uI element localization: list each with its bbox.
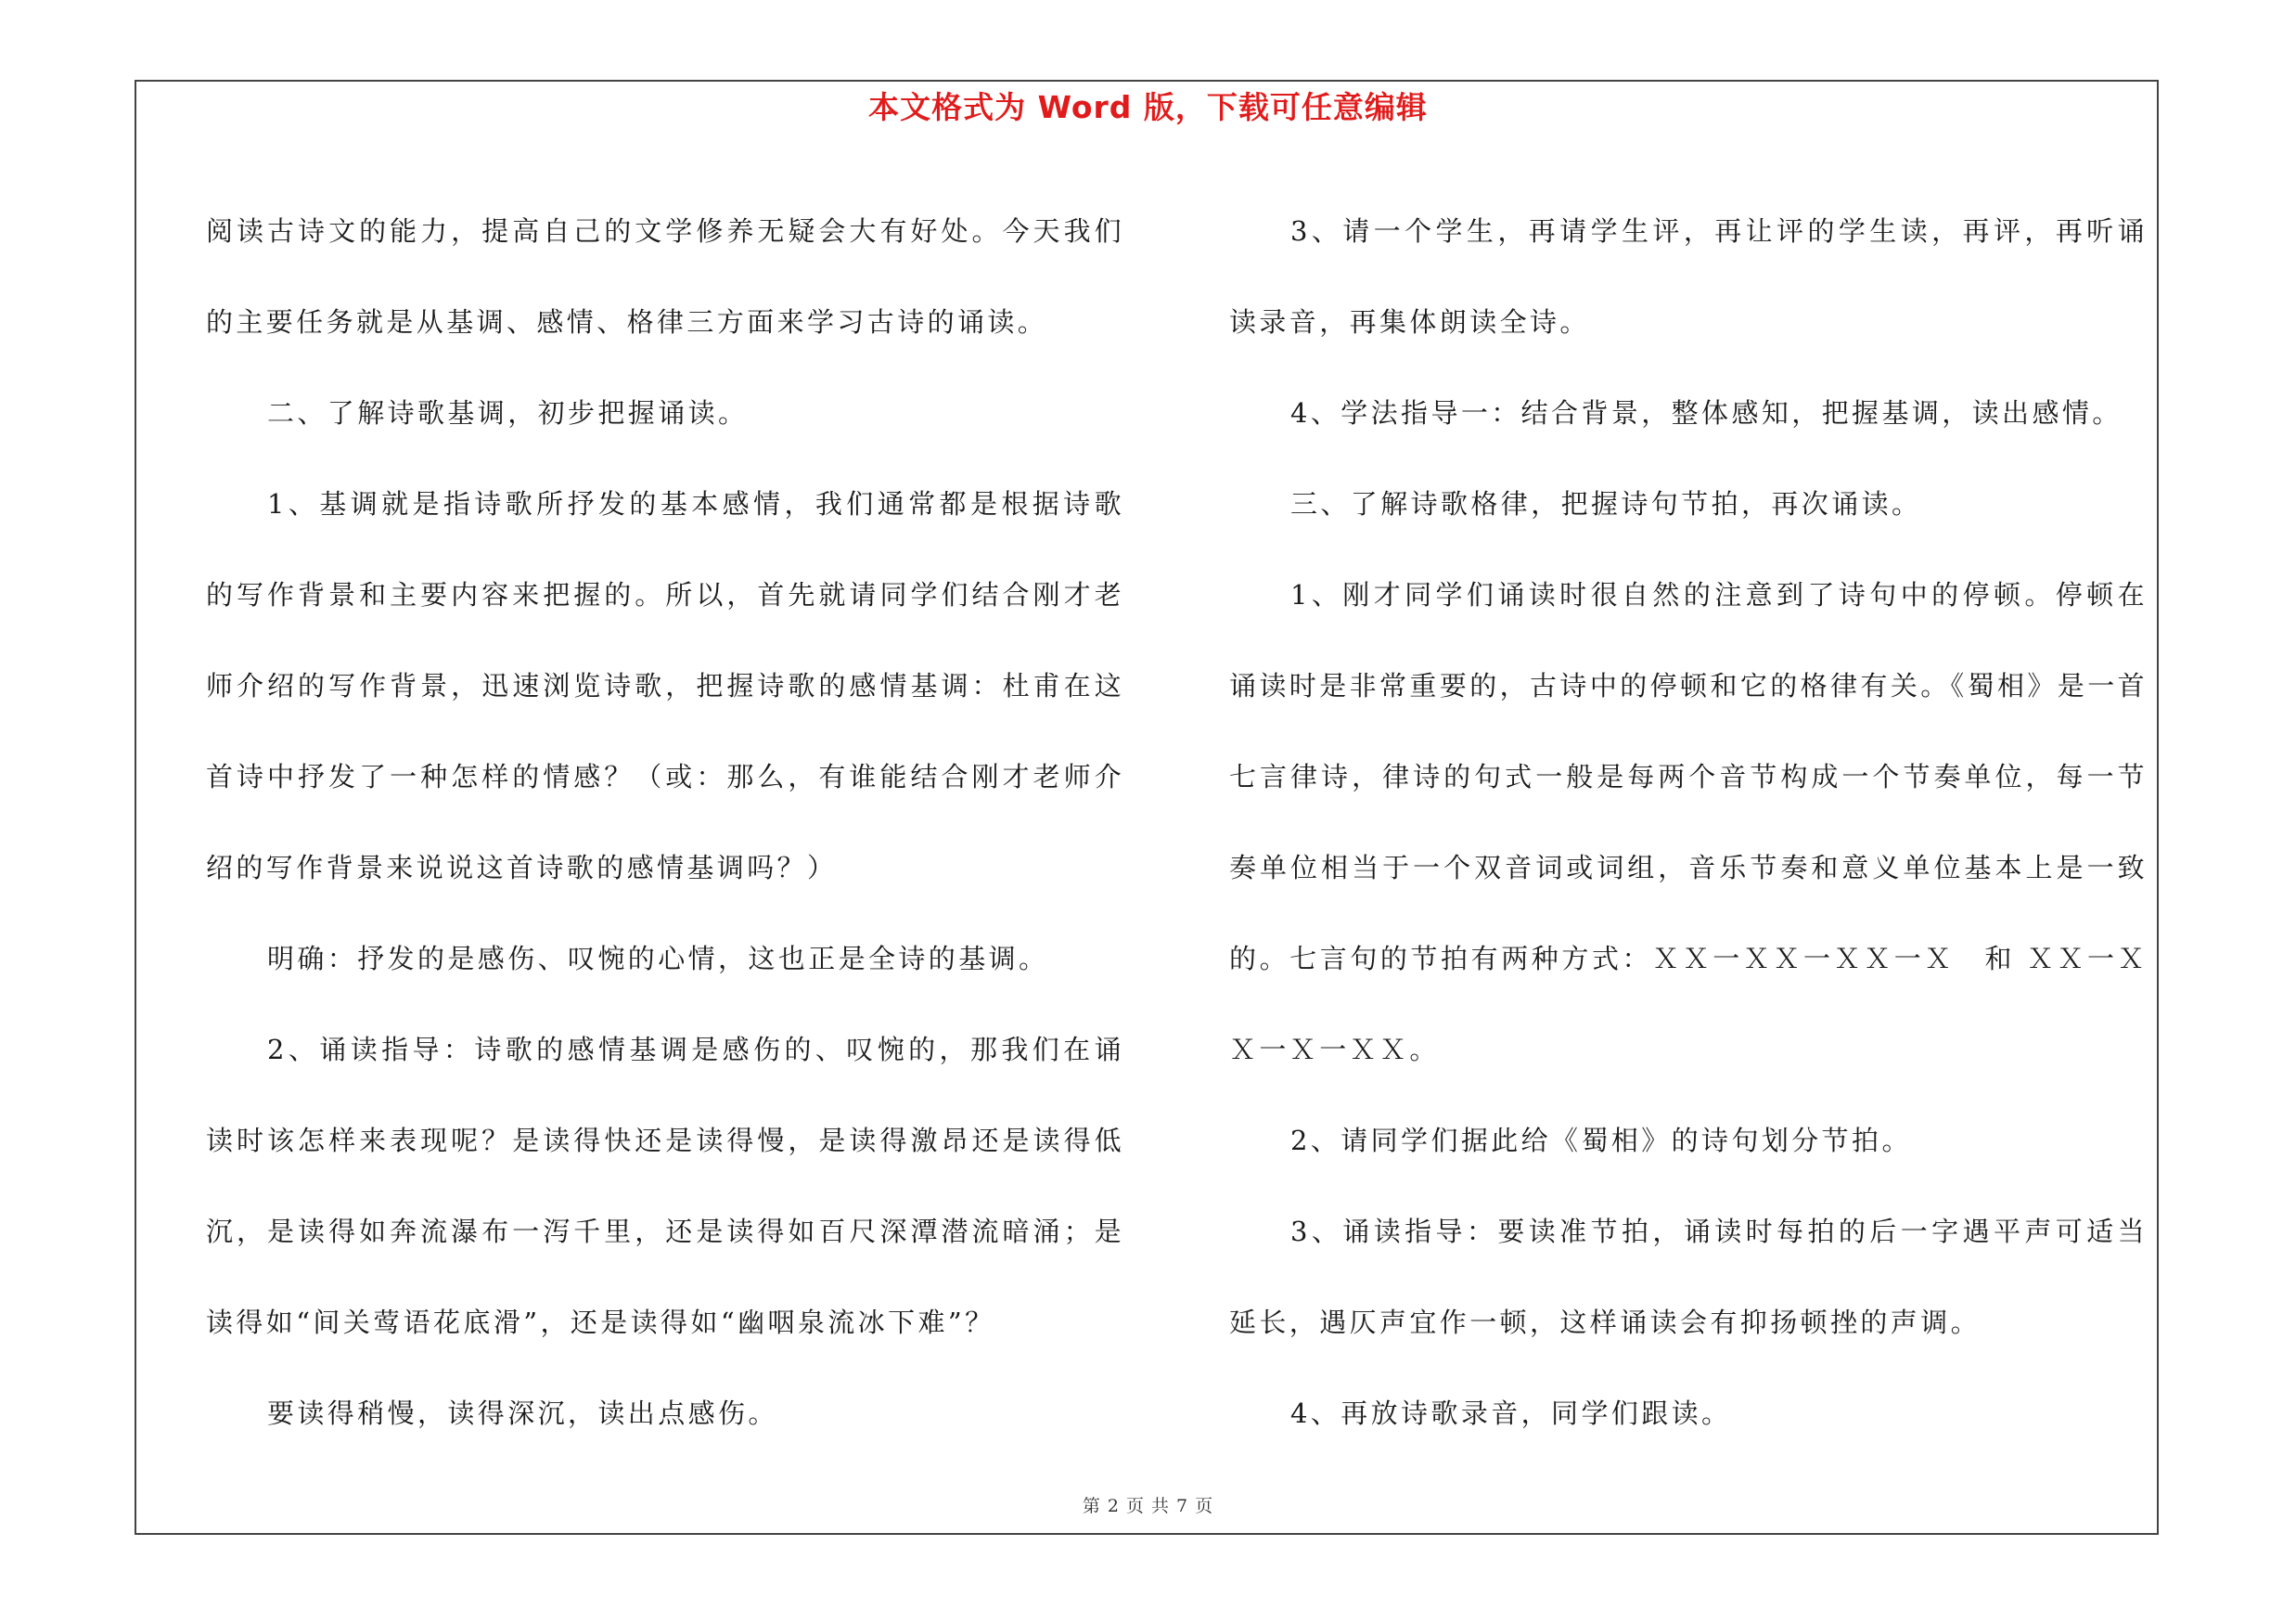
paragraph: 1、刚才同学们诵读时很自然的注意到了诗句中的停顿。停顿在诵读时是非常重要的，古诗中的停顿和它的格律有关。《蜀相》是一首七言律诗，律诗的句式一般是每两个音节构成一个节奏单位，每一节奏单位相当于一个双音词或词组，音乐节奏和意义单位基本上是一致的。七言句的节拍有两种方式：ＸＸ一ＸＸ一ＸＸ一Ｘ 和 ＸＸ一ＸＸ一Ｘ一ＸＸ。 bbox=[1229, 579, 2148, 1065]
left-column bbox=[206, 186, 1124, 1459]
paragraph: 2、诵读指导：诗歌的感情基调是感伤的、叹惋的，那我们在诵读时该怎样来表现呢？是读得快还是读得慢，是读得激昂还是读得低沉，是读得如奔流瀑布一泻千里，还是读得如百尺深潭潜流暗涌；是读得如“间关莺语花底滑”，还是读得如“幽咽泉流冰下难”？ bbox=[206, 1034, 1124, 1338]
paragraph: 4、再放诗歌录音，同学们跟读。 bbox=[1290, 1398, 1732, 1429]
paragraph: 4、学法指导一：结合背景，整体感知，把握基调，读出感情。 bbox=[1290, 397, 2123, 429]
paragraph: 3、请一个学生，再请学生评，再让评的学生读，再评，再听诵读录音，再集体朗读全诗。 bbox=[1229, 215, 2148, 338]
paragraph: 阅读古诗文的能力，提高自己的文学修养无疑会大有好处。今天我们的主要任务就是从基调、感情、格律三方面来学习古诗的诵读。 bbox=[206, 215, 1124, 338]
page-number-footer: 第 2 页 共 7 页 bbox=[1082, 1496, 1214, 1516]
format-notice-banner: 本文格式为 Word 版，下载可任意编辑 bbox=[868, 89, 1428, 125]
paragraph: 明确：抒发的是感伤、叹惋的心情，这也正是全诗的基调。 bbox=[267, 943, 1049, 974]
section-heading: 三、了解诗歌格律，把握诗句节拍，再次诵读。 bbox=[1290, 488, 1922, 520]
paragraph: 要读得稍慢，读得深沉，读出点感伤。 bbox=[267, 1398, 778, 1429]
paragraph: 1、基调就是指诗歌所抒发的基本感情，我们通常都是根据诗歌的写作背景和主要内容来把握的。所以，首先就请同学们结合刚才老师介绍的写作背景，迅速浏览诗歌，把握诗歌的感情基调：杜甫在这首诗中抒发了一种怎样的情感？（或：那么，有谁能结合刚才老师介绍的写作背景来说说这首诗歌的感情基调吗？） bbox=[206, 488, 1124, 883]
paragraph: 2、请同学们据此给《蜀相》的诗句划分节拍。 bbox=[1290, 1125, 1912, 1156]
paragraph: 3、诵读指导：要读准节拍，诵读时每拍的后一字遇平声可适当延长，遇仄声宜作一顿，这样诵读会有抑扬顿挫的声调。 bbox=[1229, 1216, 2148, 1338]
section-heading: 二、了解诗歌基调，初步把握诵读。 bbox=[267, 397, 749, 429]
right-column bbox=[1229, 186, 2148, 1459]
